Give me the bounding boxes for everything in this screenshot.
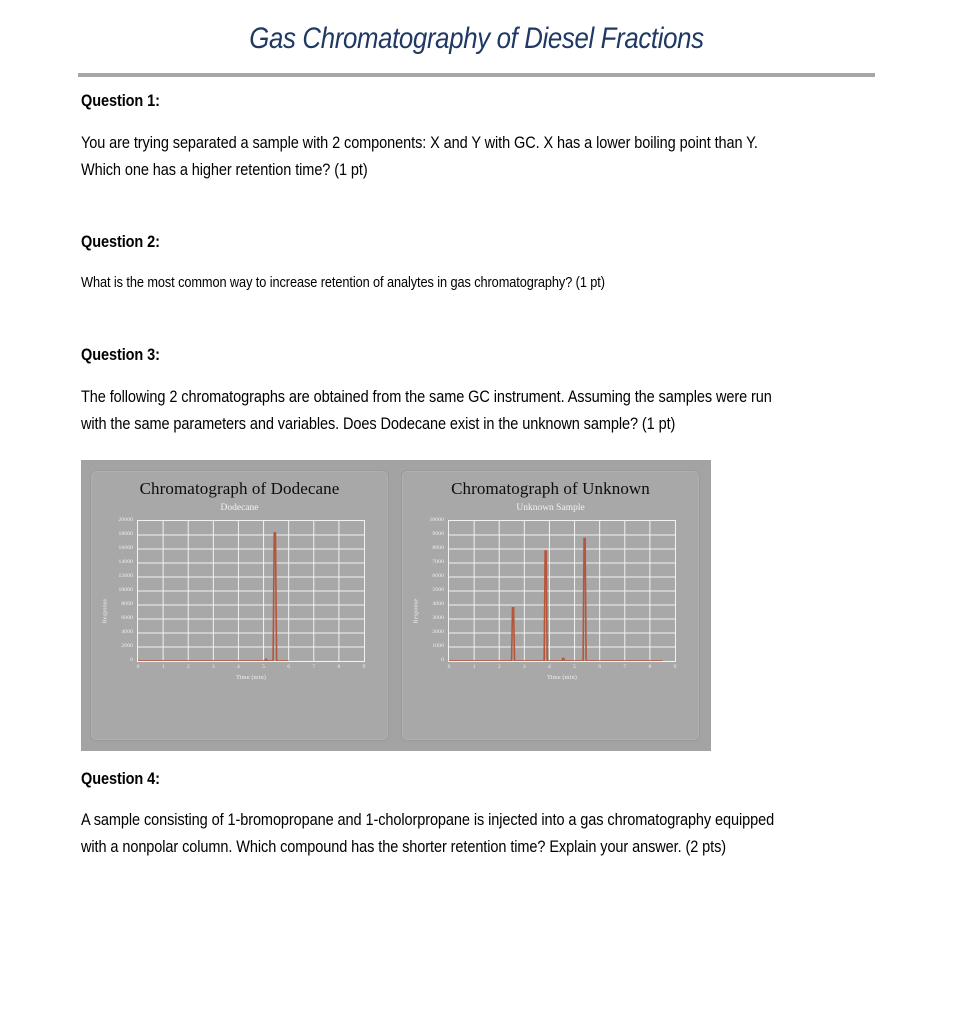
chart-2-x-tick: 2	[497, 663, 501, 670]
chart-2-x-tick: 6	[598, 663, 602, 670]
chart-2-y-ticks	[410, 516, 446, 663]
chart-2-y-tick: 1000	[432, 642, 444, 649]
chart-2-x-tick: 5	[573, 663, 576, 670]
chart-2-y-tick: 3000	[432, 614, 444, 621]
chart-2-x-tick: 0	[447, 663, 451, 670]
chart-2-x-tick: 9	[673, 663, 677, 670]
chart-1-x-tick: 6	[287, 663, 291, 670]
chart-2-y-tick: 10000	[429, 516, 444, 523]
chart-2-plot-area	[402, 516, 699, 702]
chart-card-unknown	[401, 470, 700, 741]
chart-1-title: Chromatograph of Dodecane	[139, 478, 340, 498]
chart-2-title: Chromatograph of Unknown	[451, 478, 650, 498]
chart-1-x-tick: 5	[262, 663, 265, 670]
chart-2-x-ticks	[448, 662, 676, 674]
chart-1-x-tick: 9	[362, 663, 366, 670]
chart-2-gridlines	[449, 521, 675, 661]
chart-1-x-ticks	[137, 662, 365, 674]
chart-1-y-axis-label: Response	[102, 598, 109, 623]
chart-1-x-tick: 3	[211, 663, 215, 670]
chart-1-y-tick: 20000	[118, 516, 133, 523]
chart-2-y-tick: 7000	[432, 558, 444, 565]
chart-1-y-tick: 14000	[118, 558, 133, 565]
page-title: Gas Chromatography of Diesel Fractions	[249, 22, 704, 55]
question-3-heading: Question 3:	[81, 346, 160, 364]
chart-2-y-tick: 0	[441, 656, 444, 663]
question-4-heading: Question 4:	[81, 769, 160, 788]
chart-2-y-tick: 4000	[432, 600, 444, 607]
chart-2-y-tick: 2000	[432, 628, 444, 635]
question-1-heading: Question 1:	[81, 92, 160, 110]
chart-1-y-tick: 0	[130, 656, 133, 663]
question-3-text: The following 2 chromatographs are obtained from the same GC instrument. Assuming the samples were run with the same parameters and variables. Does Dodecane exist in the unknown sample? (1 pt)	[81, 387, 772, 433]
chart-1-y-tick: 8000	[121, 600, 133, 607]
chart-2-trace	[449, 538, 662, 661]
chart-1-svg	[138, 521, 364, 661]
chart-1-x-tick: 1	[161, 663, 165, 670]
chart-1-y-tick: 18000	[118, 530, 133, 537]
question-2-heading: Question 2:	[81, 232, 160, 251]
chart-2-x-tick: 8	[648, 663, 652, 670]
chart-1-x-tick: 2	[186, 663, 190, 670]
chart-1-plot	[137, 520, 365, 662]
chart-2-x-tick: 1	[472, 663, 476, 670]
chart-2-y-tick: 6000	[432, 572, 444, 579]
question-2-text: What is the most common way to increase retention of analytes in gas chromatography? (1 pt)	[81, 275, 605, 291]
chart-1-plot-area	[91, 516, 388, 702]
chart-2-x-axis-label: Time (min)	[546, 673, 578, 681]
chart-2-svg	[449, 521, 675, 661]
question-4-block	[81, 771, 893, 862]
chart-1-y-tick: 16000	[118, 544, 133, 551]
chart-1-y-tick: 4000	[121, 628, 133, 635]
chart-1-y-tick: 6000	[121, 614, 133, 621]
chart-1-y-ticks	[99, 516, 135, 663]
question-2-block	[81, 234, 893, 298]
chart-1-y-tick: 2000	[121, 642, 133, 649]
question-3-block	[81, 347, 893, 438]
chart-1-x-tick: 7	[312, 663, 316, 670]
chart-1-y-tick: 10000	[118, 586, 133, 593]
chart-2-x-tick: 3	[522, 663, 526, 670]
chart-2-y-axis-label: Response	[413, 598, 420, 623]
chart-1-x-tick: 0	[136, 663, 140, 670]
chart-2-x-tick: 4	[548, 663, 551, 670]
chart-1-x-axis-label: Time (min)	[235, 673, 267, 681]
chart-2-x-tick: 7	[623, 663, 627, 670]
question-4-text: A sample consisting of 1-bromopropane and 1-cholorpropane is injected into a gas chromatography equipped with a nonpolar column. Which compound has the shorter retention time? Explain your answer. (2 pts)	[81, 811, 775, 856]
chart-1-y-tick: 12000	[118, 572, 133, 579]
chart-2-y-tick: 5000	[432, 586, 444, 593]
chart-2-plot	[448, 520, 676, 662]
chromatograph-figure	[81, 460, 711, 751]
chart-2-subtitle: Unknown Sample	[516, 503, 585, 514]
chart-1-subtitle: Dodecane	[220, 503, 259, 514]
question-1-text: You are trying separated a sample with 2 components: X and Y with GC. X has a lower boiling point than Y. Which one has a higher retention time? (1 pt)	[81, 133, 758, 179]
chart-2-y-tick: 8000	[432, 544, 444, 551]
question-1-block	[81, 93, 893, 184]
document-body	[81, 77, 893, 438]
chart-1-x-tick: 4	[237, 663, 240, 670]
chart-1-x-tick: 8	[337, 663, 341, 670]
chart-1-gridlines	[138, 521, 364, 661]
chart-card-dodecane	[90, 470, 389, 741]
chart-2-y-tick: 9000	[432, 530, 444, 537]
document-body-lower	[81, 771, 893, 862]
